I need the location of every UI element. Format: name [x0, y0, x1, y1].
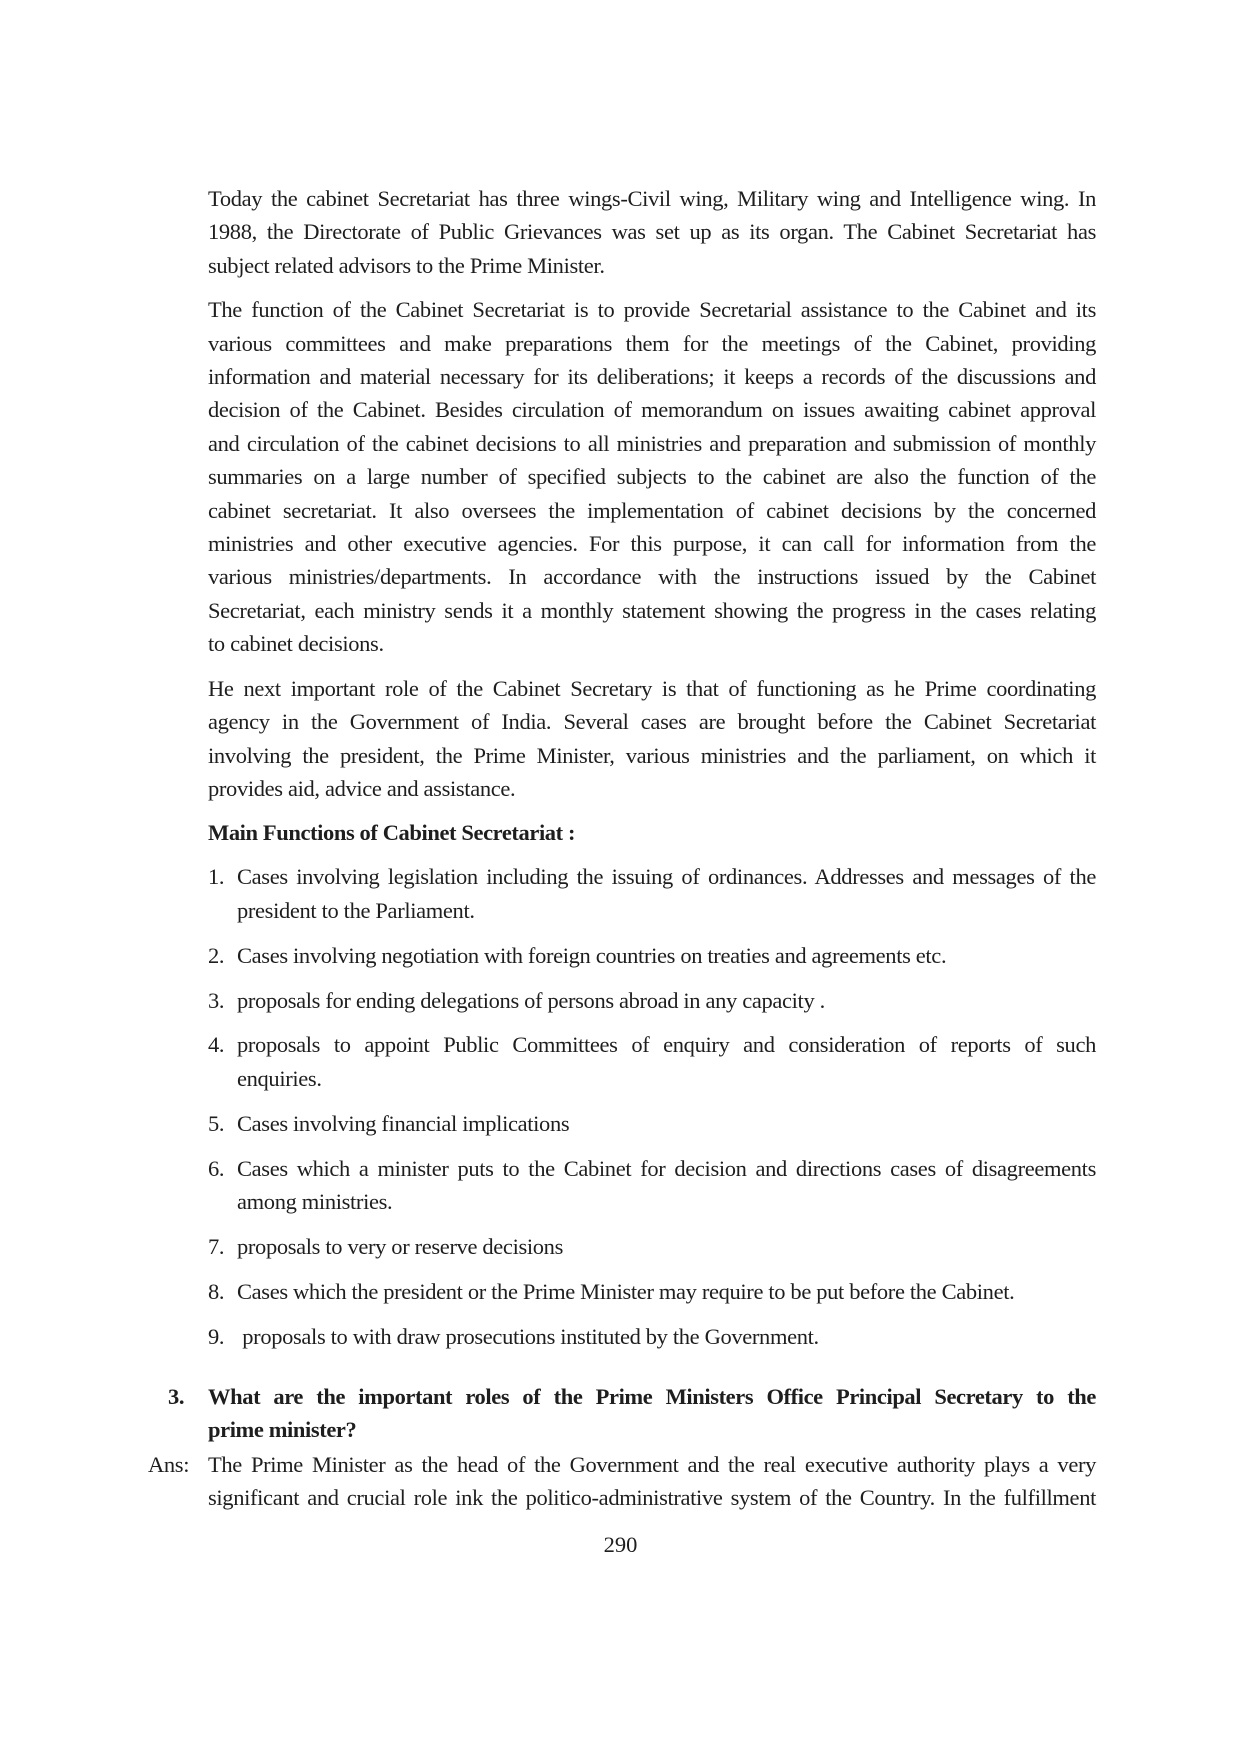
paragraph-coordinating-role [208, 672, 1096, 806]
question-block [168, 1380, 1096, 1447]
list-number: 8. [208, 1278, 225, 1304]
list-number: 4. [208, 1032, 225, 1058]
text-line: cabinet secretariat. It also oversees the implementation of cabinet decisions by the concerned [208, 497, 1096, 523]
text-line: proposals to appoint Public Committees of enquiry and consideration of reports of such [237, 1032, 1096, 1058]
list-number: 6. [208, 1155, 225, 1181]
list-number: 9. [208, 1323, 225, 1349]
page-number: 290 [603, 1532, 638, 1557]
text-line: Cases involving legislation including the issuing of ordinances. Addresses and messages of the [237, 864, 1096, 890]
answer-label: Ans: [148, 1452, 190, 1477]
text-line: He next important role of the Cabinet Secretary is that of functioning as he Prime coordinating [208, 675, 1096, 701]
list-item [208, 1107, 1096, 1140]
text-line: agency in the Government of India. Several cases are brought before the Cabinet Secretariat [208, 709, 1096, 735]
text-line: involving the president, the Prime Minister, various ministries and the parliament, on which it [208, 742, 1096, 768]
list-item [208, 1028, 1096, 1095]
text-line: provides aid, advice and assistance. [208, 775, 516, 801]
text-line: 1988, the Directorate of Public Grievances was set up as its organ. The Cabinet Secretariat has [208, 219, 1096, 245]
answer-block [148, 1448, 1096, 1515]
list-item [208, 984, 1096, 1017]
text-line: proposals to with draw prosecutions instituted by the Government. [237, 1323, 819, 1349]
functions-list [208, 860, 1096, 1353]
list-number: 2. [208, 942, 225, 968]
text-line: decision of the Cabinet. Besides circulation of memorandum on issues awaiting cabinet approval [208, 397, 1096, 423]
answer-text-line: significant and crucial role ink the politico-administrative system of the Country. In the fulfillment [208, 1485, 1096, 1511]
question-number: 3. [168, 1384, 185, 1409]
section-heading: Main Functions of Cabinet Secretariat : [208, 820, 576, 846]
text-line: Cases involving negotiation with foreign countries on treaties and agreements etc. [237, 942, 947, 968]
text-line: to cabinet decisions. [208, 631, 384, 657]
text-line: ministries and other executive agencies. For this purpose, it can call for information from the [208, 531, 1096, 557]
text-line: and circulation of the cabinet decisions to all ministries and preparation and submission of monthly [208, 430, 1096, 456]
question-text-line: What are the important roles of the Prime Ministers Office Principal Secretary to the [208, 1384, 1096, 1409]
body-content [208, 182, 1096, 1365]
text-line: among ministries. [237, 1189, 393, 1215]
text-line: Cases which the president or the Prime Minister may require to be put before the Cabinet. [237, 1278, 1015, 1304]
list-item [208, 1152, 1096, 1219]
text-line: president to the Parliament. [237, 897, 475, 923]
text-line: subject related advisors to the Prime Minister. [208, 252, 605, 278]
text-line: summaries on a large number of specified subjects to the cabinet are also the function of the [208, 464, 1096, 490]
text-line: Cases which a minister puts to the Cabinet for decision and directions cases of disagreements [237, 1155, 1096, 1181]
text-line: Cases involving financial implications [237, 1110, 570, 1136]
list-item [208, 1275, 1096, 1308]
text-line: proposals for ending delegations of persons abroad in any capacity . [237, 987, 825, 1013]
list-item [208, 860, 1096, 927]
text-line: various committees and make preparations them for the meetings of the Cabinet, providing [208, 330, 1096, 356]
answer-text-line: The Prime Minister as the head of the Government and the real executive authority plays a very [208, 1452, 1096, 1477]
text-line: enquiries. [237, 1065, 322, 1091]
text-line: proposals to very or reserve decisions [237, 1233, 563, 1259]
list-item [208, 1230, 1096, 1263]
list-item [208, 939, 1096, 972]
text-line: Today the cabinet Secretariat has three wings-Civil wing, Military wing and Intelligence wing. In [208, 186, 1096, 211]
list-number: 3. [208, 987, 225, 1013]
list-number: 5. [208, 1110, 225, 1136]
text-line: various ministries/departments. In accordance with the instructions issued by the Cabinet [208, 564, 1096, 590]
paragraph-cabinet-wings [208, 182, 1096, 282]
text-line: Secretariat, each ministry sends it a monthly statement showing the progress in the cases relating [208, 597, 1096, 623]
paragraph-function-of-secretariat [208, 293, 1096, 660]
text-line: information and material necessary for its deliberations; it keeps a records of the discussions and [208, 364, 1096, 390]
list-item [208, 1320, 1096, 1353]
question-text-line: prime minister? [208, 1417, 357, 1443]
list-number: 1. [208, 864, 225, 890]
text-line: The function of the Cabinet Secretariat is to provide Secretarial assistance to the Cabinet and its [208, 297, 1096, 323]
list-number: 7. [208, 1233, 225, 1259]
